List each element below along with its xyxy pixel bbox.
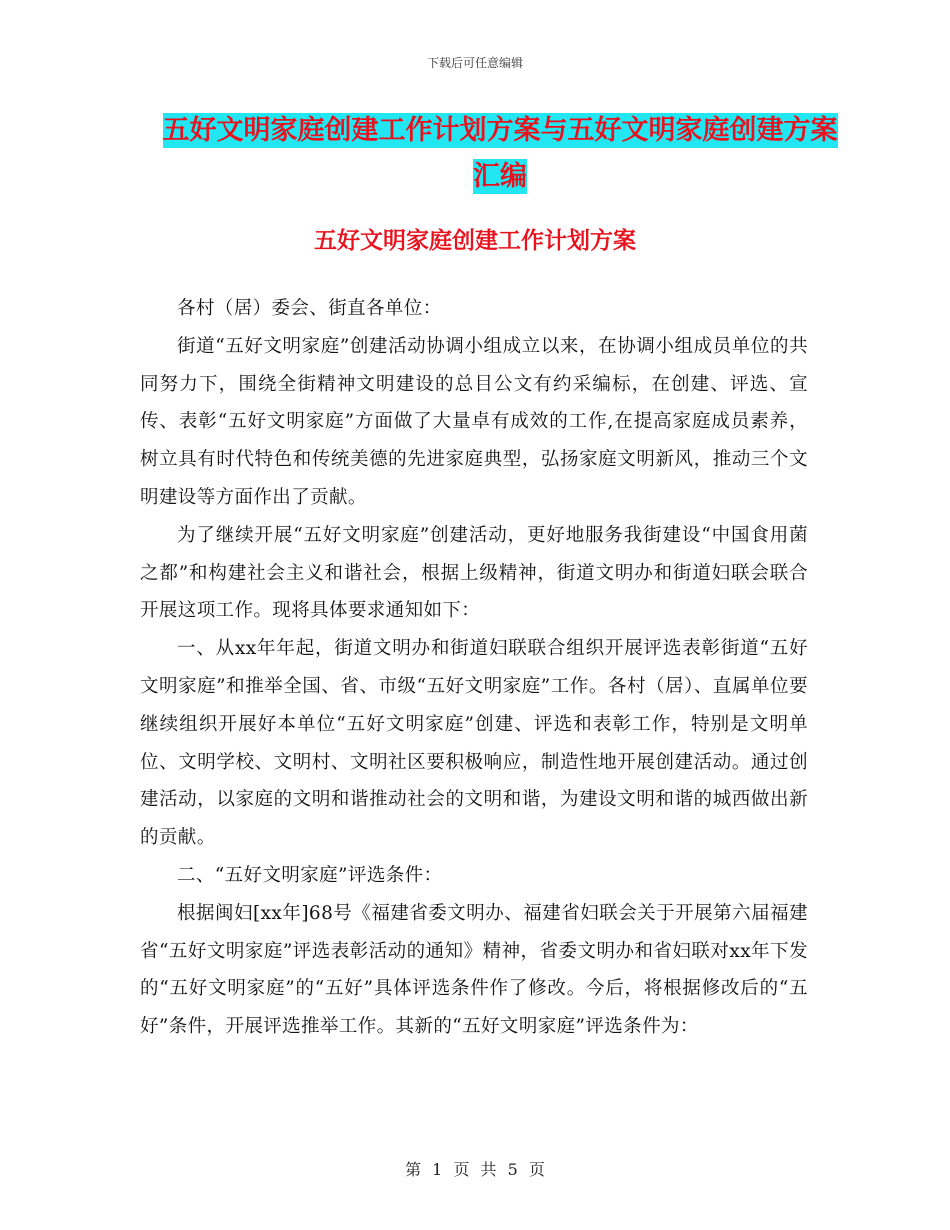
section-title: 五好文明家庭创建工作计划方案 [314,228,636,254]
paragraph-salutation: 各村（居）委会、街直各单位： [177,298,442,319]
main-title-highlight: 五好文明家庭创建工作计划方案与五好文明家庭创建方案汇编 [162,115,838,192]
paragraph: 街道“五好文明家庭”创建活动协调小组成立以来，在协调小组成员单位的共同努力下，围绕全街精神文明建设的总目公文有约采编标，在创建、评选、宣传、表彰“五好文明家庭”方面做了大量卓有成效的工作,在提高家庭成员素养，树立具有时代特色和传统美德的先进家庭典型，弘扬家庭文明新风，推动三个文明建设等方面作出了贡献。 [140,335,808,508]
paragraph: 一、从xx年年起，街道文明办和街道妇联联合组织开展评选表彰街道“五好文明家庭”和推举全国、省、市级“五好文明家庭”工作。各村（居）、直属单位要继续组织开展好本单位“五好文明家庭”创建、评选和表彰工作，特别是文明单位、文明学校、文明村、文明社区要积极响应，制造性地开展创建活动。通过创建活动，以家庭的文明和谐推动社会的文明和谐，为建设文明和谐的城西做出新的贡献。 [140,638,808,849]
page-header-note: 下载后可任意编辑 [426,56,523,70]
paragraph: 根据闽妇[xx年]68号《福建省委文明办、福建省妇联会关于开展第六届福建省“五好文明家庭”评选表彰活动的通知》精神，省委文明办和省妇联对xx年下发的“五好文明家庭”的“五好”具体评选条件作了修改。今后，将根据修改后的“五好”条件，开展评选推举工作。其新的“五好文明家庭”评选条件为： [140,902,808,1038]
paragraph: 二、“五好文明家庭”评选条件： [177,864,443,886]
page-footer: 第 1 页 共 5 页 [405,1160,545,1179]
document-main-title [150,108,850,200]
document-body [140,290,808,1046]
paragraph: 为了继续开展“五好文明家庭”创建活动，更好地服务我街建设“中国食用菌之都”和构建社会主义和谐社会，根据上级精神，街道文明办和街道妇联会联合开展这项工作。现将具体要求通知如下： [140,524,808,622]
